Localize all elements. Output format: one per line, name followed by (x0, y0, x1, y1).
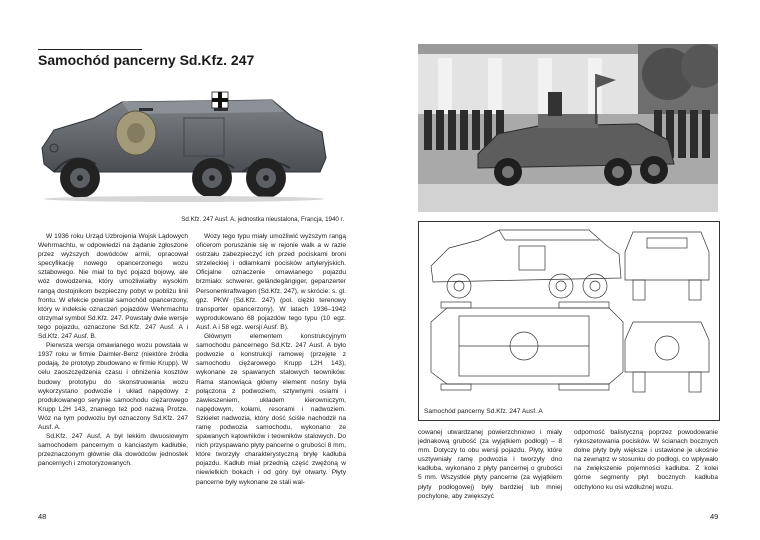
right-page (380, 0, 760, 540)
page-number-left: 48 (38, 512, 47, 521)
page-number-right: 49 (710, 512, 719, 521)
technical-drawing (419, 222, 719, 404)
armored-car-side-illustration (34, 88, 364, 203)
page-title: Samochód pancerny Sd.Kfz. 247 (38, 52, 255, 68)
paragraph: odporność balistyczną poprzez powodowanie rykoszetowania pocisków. W ścianach bocznych dolne płyty były większe i ustawione je ukośnie na zewnątrz w stosunku do podłogi, co wpływało na zwiększenie pojemności kadłuba. Z kolei górne segmenty płyt bocznych kadłuba odchylono ku osi wzdłużnej wozu. (574, 429, 718, 491)
technical-drawing-panel (418, 221, 720, 421)
paragraph: cowanej utwardzanej powierzchniowo i miały jednakową grubość (za wyjątkiem podłogi) – 8 mm. Dotyczy to obu wersji pojazdu. Płyty, które usztywniały ramę podwozia i tworzyły dno kadłuba, wykonano z płyty pancernej o grubości 5 mm. Wszystkie płyty pancerne (za wyjątkiem płyty podłogowej) były bardziej lub mniej pochylone, aby zwiększyć (418, 429, 562, 500)
drawing-caption: Samochód pancerny Sd.Kfz. 247 Ausf. A (424, 408, 543, 415)
paragraph: Pierwsza wersja omawianego wozu powstała w 1937 roku w firmie Daimler-Benz (niektóre źródła podają, że prototyp zbudowano w firmie Krupp). W celu zaoszczędzenia czasu i obniżenia kosztów budowy prototypu do skonstruowania wozu wykorzystano podwozie i układ napędowy z produkowanego seryjnie samochodu ciężarowego Krupp L2H 143, znanego też pod nazwą Protze. Wóz na tym podwoziu był oznaczony Sd.Kfz. 247 Ausf. A. (38, 342, 188, 431)
paragraph: Głównym elementem konstrukcyjnym samochodu pancernego Sd.Kfz. 247 Ausf. A było podwozie o konstrukcji ramowej (przejęte z samochodu ciężarowego Krupp L2H 143), wykonane ze spawanych stalowych teowników. Rama stanowiąca główny element nośny była połączona z podwoziem, sztywnymi osiami i zawieszeniem, układem kierowniczym, napędowym, kołami, resorami i nadwoziem. Szkielet nadwozia, który dość ściśle nachodził na ramę podwozia samochodu, wykonano ze spawanych kątowników i teowników stalowych. Do nich przyspawano płyty pancerne o grubości 8 mm, które tworzyły charakterystyczną bryłę kadłuba pojazdu. Kadłub miał przednią część zwężoną w niewielkich bokach i od góry był otwarty. Płyty pancerne były wykonane ze stali wal- (196, 333, 346, 486)
title-rule (38, 49, 142, 50)
paragraph: Wozy tego typu miały umożliwić wyższym rangą oficerom poruszanie się w rejonie walk a w razie ostrzału zabezpieczyć ich przed pociskami broni strzeleckiej i odłamkami pocisków artyleryjskich. Oficjalne oznaczenie omawianego pojazdu brzmiało: schwerer, geländegängiger, gepanzerter Personenkraftwagen (Sd.Kfz. 247), w skrócie: s. gl. gpz. PKW (Sd.Kfz. 247) (pol. ciężki terenowy transporter opancerzony). W latach 1936–1942 wyprodukowano 68 pojazdów tego typu (10 egz. Ausf. A i 58 egz. wersji Ausf. B). (196, 233, 346, 331)
text-column-2 (196, 232, 346, 500)
historic-photo-image (418, 44, 718, 212)
illustration-caption: Sd.Kfz. 247 Ausf. A, jednostka nieustalona, Francja, 1940 r. (181, 216, 344, 223)
text-column-1 (38, 232, 188, 500)
text-column-4 (574, 428, 718, 508)
paragraph: W 1936 roku Urząd Uzbrojenia Wojsk Lądowych Wehrmachtu, w odpowiedzi na żądanie zgłoszone przez wyższych dowódców armii, opracował specyfikację nowego opancerzonego wozu sztabowego. Nie miał to być pojazd bojowy, ale wóz dowodzenia, który umożliwiałby wysokim rangą dostojnikom bezpieczny pobyt w pobliżu linii frontu. W efekcie powstał samochód opancerzony, który w indeksie oznaczeń pojazdów Wehrmachtu otrzymał symbol Sd.Kfz. 247. Powstały dwie wersje tego pojazdu, oznaczone Sd.Kfz. 247 Ausf. A i Sd.Kfz. 247 Ausf. B. (38, 233, 188, 341)
paragraph: Sd.Kfz. 247 Ausf. A był lekkim dwuosiowym samochodem pancernym o kanciastym kadłubie, przeznaczonym głównie dla dowódców jednostek pancernych i zmotoryzowanych. (38, 433, 188, 468)
historic-photo (418, 44, 718, 212)
text-column-3 (418, 428, 562, 508)
